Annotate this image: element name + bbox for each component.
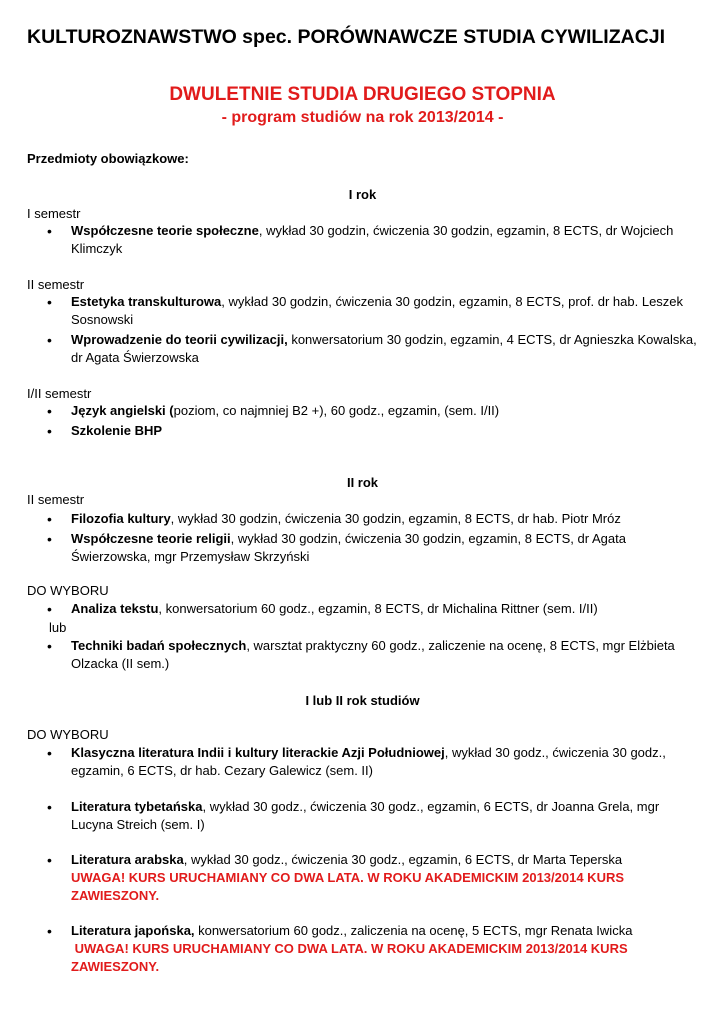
course-details-cont: Lucyna Streich (sem. I) (71, 817, 205, 832)
list-item (71, 922, 711, 976)
course-name: Klasyczna literatura Indii i kultury literackie Azji Południowej (71, 745, 445, 760)
course-name: Język angielski ( (71, 403, 174, 418)
course-details-cont: dr Agata Świerzowska (71, 350, 199, 365)
warning-text-cont: ZAWIESZONY. (71, 959, 160, 974)
course-details: , warsztat praktyczny 60 godz., zaliczenie na ocenę, 8 ECTS, mgr Elżbieta (246, 638, 675, 653)
year1-heading: I rok (348, 187, 377, 202)
list-item (71, 744, 711, 780)
course-details: poziom, co najmniej B2 +), 60 godz., egzamin, (sem. I/II) (173, 403, 500, 418)
course-name: Współczesne teorie społeczne (71, 223, 259, 238)
bullet-icon: • (47, 799, 52, 815)
year12-heading: I lub II rok studiów (305, 693, 420, 708)
bullet-icon: • (47, 511, 52, 527)
course-details-cont: Klimczyk (71, 241, 123, 256)
course-details: , wykład 30 godz., ćwiczenia 30 godz., (444, 745, 666, 760)
bullet-icon: • (47, 745, 52, 761)
bullet-icon: • (47, 332, 52, 348)
course-details: , konwersatorium 60 godz., egzamin, 8 ECTS, dr Michalina Rittner (sem. I/II) (158, 601, 598, 616)
mandatory-label: Przedmioty obowiązkowe: (27, 151, 189, 166)
bullet-icon: • (47, 423, 52, 439)
or-label: lub (49, 620, 67, 635)
bullet-icon: • (47, 923, 52, 939)
list-item (71, 510, 711, 528)
course-name: Szkolenie BHP (71, 423, 163, 438)
year2-sem2-label: II semestr (27, 492, 85, 507)
list-item (71, 530, 711, 566)
year1-sem2-label: II semestr (27, 277, 85, 292)
warning-text: UWAGA! KURS URUCHAMIANY CO DWA LATA. W ROKU AKADEMICKIM 2013/2014 KURS (71, 941, 628, 956)
course-name: Filozofia kultury (71, 511, 171, 526)
course-details-cont: Olzacka (II sem.) (71, 656, 170, 671)
list-item (71, 600, 711, 618)
course-name: Literatura tybetańska (71, 799, 203, 814)
course-details: konwersatorium 30 godzin, egzamin, 4 ECTS, dr Agnieszka Kowalska, (287, 332, 697, 347)
program-year: - program studiów na rok 2013/2014 - (221, 109, 504, 126)
elective-label: DO WYBORU (27, 583, 109, 598)
course-details-cont: egzamin, 6 ECTS, dr hab. Cezary Galewicz (sem. II) (71, 763, 373, 778)
list-item (71, 402, 711, 420)
course-details: , wykład 30 godz., ćwiczenia 30 godz., egzamin, 6 ECTS, dr Joanna Grela, mgr (202, 799, 660, 814)
list-item (71, 637, 711, 673)
list-item (71, 798, 711, 834)
course-name: Estetyka transkulturowa (71, 294, 222, 309)
warning-text-cont: ZAWIESZONY. (71, 888, 160, 903)
course-details: , wykład 30 godzin, ćwiczenia 30 godzin, egzamin, 8 ECTS, prof. dr hab. Leszek (221, 294, 684, 309)
course-details: , wykład 30 godzin, ćwiczenia 30 godzin, egzamin, 8 ECTS, dr hab. Piotr Mróz (170, 511, 621, 526)
course-details-cont: Świerzowska, mgr Przemysław Skrzyński (71, 549, 310, 564)
list-item (71, 422, 711, 440)
list-item (71, 293, 711, 329)
course-details: , wykład 30 godzin, ćwiczenia 30 godzin, egzamin, 8 ECTS, dr Agata (230, 531, 626, 546)
course-details-cont: Sosnowski (71, 312, 134, 327)
program-subtitle: DWULETNIE STUDIA DRUGIEGO STOPNIA (169, 84, 556, 105)
list-item (71, 851, 711, 905)
course-name: Analiza tekstu (71, 601, 159, 616)
bullet-icon: • (47, 403, 52, 419)
course-name: Wprowadzenie do teorii cywilizacji, (71, 332, 288, 347)
course-name: Literatura japońska, (71, 923, 195, 938)
bullet-icon: • (47, 601, 52, 617)
course-details: , wykład 30 godz., ćwiczenia 30 godz., egzamin, 6 ECTS, dr Marta Teperska (183, 852, 623, 867)
year2-heading: II rok (346, 475, 379, 490)
document-title: KULTUROZNAWSTWO spec. PORÓWNAWCZE STUDIA CYWILIZACJI (27, 26, 666, 48)
bullet-icon: • (47, 638, 52, 654)
bullet-icon: • (47, 531, 52, 547)
list-item (71, 331, 711, 367)
bullet-icon: • (47, 294, 52, 310)
bullet-icon: • (47, 852, 52, 868)
course-details: konwersatorium 60 godz., zaliczenia na ocenę, 5 ECTS, mgr Renata Iwicka (194, 923, 633, 938)
year1-sem1-label: I semestr (27, 206, 81, 221)
course-name: Literatura arabska (71, 852, 184, 867)
course-name: Techniki badań społecznych (71, 638, 247, 653)
bullet-icon: • (47, 223, 52, 239)
warning-text: UWAGA! KURS URUCHAMIANY CO DWA LATA. W ROKU AKADEMICKIM 2013/2014 KURS (71, 870, 625, 885)
elective-label: DO WYBORU (27, 727, 109, 742)
course-details: , wykład 30 godzin, ćwiczenia 30 godzin, egzamin, 8 ECTS, dr Wojciech (258, 223, 674, 238)
year1-sem12-label: I/II semestr (27, 386, 92, 401)
list-item (71, 222, 711, 258)
course-name: Współczesne teorie religii (71, 531, 231, 546)
